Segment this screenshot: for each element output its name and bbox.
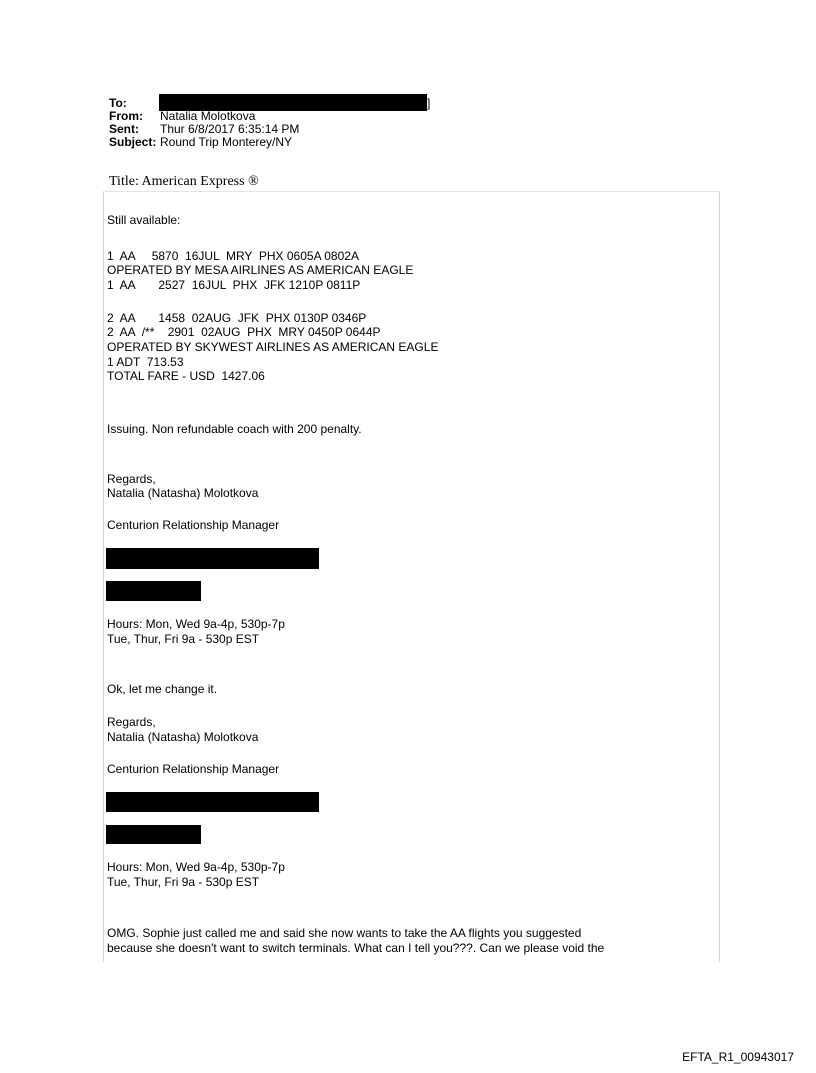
flight-segment-2: 1 AA 2527 16JUL PHX JFK 1210P 0811P [107,278,361,292]
subject-value: Round Trip Monterey/NY [160,135,293,149]
from-label: From: [109,109,143,123]
operated-by-1: OPERATED BY MESA AIRLINES AS AMERICAN EAGLE [107,263,414,277]
email-header [0,0,816,170]
still-available-text: Still available: [107,213,181,227]
omg-text-line-2: because she doesn't want to switch terminals. What can I tell you???. Can we please void the [107,941,605,955]
flight-segment-4: 2 AA /** 2901 02AUG PHX MRY 0450P 0644P [107,325,381,339]
from-value: Natalia Molotkova [160,109,256,123]
hours-2b: Tue, Thur, Fri 9a - 530p EST [107,875,260,889]
signature-name-2: Natalia (Natasha) Molotkova [107,730,259,744]
operated-by-2: OPERATED BY SKYWEST AIRLINES AS AMERICAN EAGLE [107,340,439,354]
issuing-text: Issuing. Non refundable coach with 200 penalty. [107,422,362,436]
signature-role-2: Centurion Relationship Manager [107,762,280,776]
to-label: To: [109,96,127,110]
sent-value: Thur 6/8/2017 6:35:14 PM [160,122,300,136]
total-fare: TOTAL FARE - USD 1427.06 [107,369,265,383]
regards-2: Regards, [107,715,156,729]
adt-fare: 1 ADT 713.53 [107,355,184,369]
document-title: Title: American Express ® [109,174,259,189]
subject-label: Subject: [109,135,157,149]
regards-1: Regards, [107,472,156,486]
omg-text-line-1: OMG. Sophie just called me and said she now wants to take the AA flights you suggested [107,926,582,940]
hours-2a: Hours: Mon, Wed 9a-4p, 530p-7p [107,860,285,874]
document-id-footer: EFTA_R1_00943017 [682,1050,794,1064]
signature-name-1: Natalia (Natasha) Molotkova [107,486,259,500]
redaction-block-2 [106,581,201,601]
change-text: Ok, let me change it. [107,682,218,696]
message-body-frame [103,191,720,962]
hours-1b: Tue, Thur, Fri 9a - 530p EST [107,632,260,646]
hours-1a: Hours: Mon, Wed 9a-4p, 530p-7p [107,617,285,631]
to-bracket: ] [427,96,431,110]
redaction-block-4 [106,825,201,844]
redaction-block-3 [106,792,319,812]
flight-segment-1: 1 AA 5870 16JUL MRY PHX 0605A 0802A [107,249,359,263]
flight-segment-3: 2 AA 1458 02AUG JFK PHX 0130P 0346P [107,311,367,325]
sent-label: Sent: [109,122,139,136]
signature-role-1: Centurion Relationship Manager [107,518,280,532]
redaction-block-1 [106,548,319,569]
